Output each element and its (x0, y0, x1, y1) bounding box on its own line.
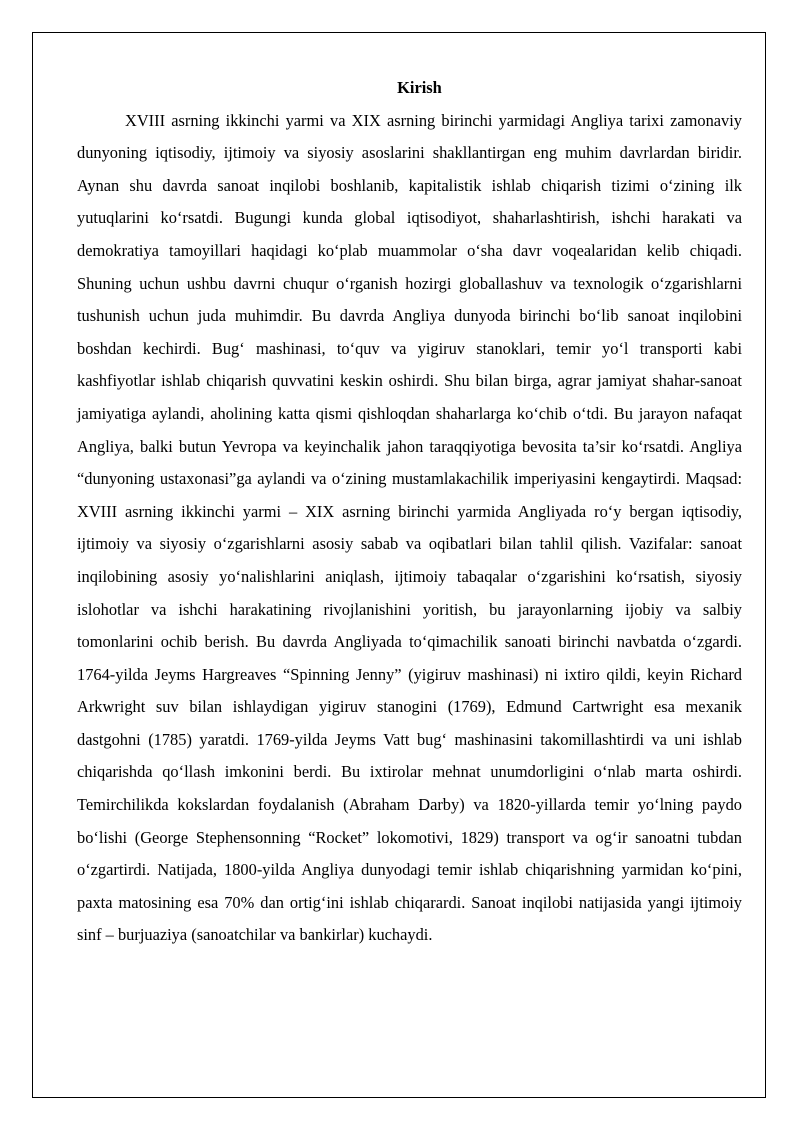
section-heading: Kirish (397, 78, 442, 97)
body-paragraph: XVIII asrning ikkinchi yarmi va XIX asrning birinchi yarmidagi Angliya tarixi zamonaviy dunyoning iqtisodiy, ijtimoiy va siyosiy asoslarini shakllantirgan eng muhim davrlardan biridir. Aynan shu davrda sanoat inqilobi boshlanib, kapitalistik ishlab chiqarish tizimi o‘zining ilk yutuqlarini ko‘rsatdi. Bugungi kunda global iqtisodiyot, shaharlashtirish, ishchi harakati va demokratiya tamoyillari haqidagi ko‘plab muammolar o‘sha davr voqealaridan kelib chiqadi. Shuning uchun ushbu davrni chuqur o‘rganish hozirgi globallashuv va texnologik o‘zgarishlarni tushunish uchun juda muhimdir. Bu davrda Angliya dunyoda birinchi bo‘lib sanoat inqilobini boshdan kechirdi. Bug‘ mashinasi, to‘quv va yigiruv stanoklari, temir yo‘l transporti kabi kashfiyotlar ishlab chiqarish quvvatini keskin oshirdi. Shu bilan birga, agrar jamiyat shahar-sanoat jamiyatiga aylandi, aholining katta qismi qishloqdan shaharlarga ko‘chib o‘tdi. Bu jarayon nafaqat Angliya, balki butun Yevropa va keyinchalik jahon taraqqiyotiga bevosita ta’sir ko‘rsatdi. Angliya “dunyoning ustaxonasi”ga aylandi va o‘zining mustamlakachilik imperiyasini kengaytirdi. Maqsad: XVIII asrning ikkinchi yarmi – XIX asrning birinchi yarmida Angliyada ro‘y bergan iqtisodiy, ijtimoiy va siyosiy o‘zgarishlarni asosiy sabab va oqibatlari bilan tahlil qilish. Vazifalar: sanoat inqilobining asosiy yo‘nalishlarini aniqlash, ijtimoiy tabaqalar o‘zgarishini ko‘rsatish, siyosiy islohotlar va ishchi harakatining rivojlanishini yoritish, bu jarayonlarning ijobiy va salbiy tomonlarini ochib berish. Bu davrda Angliyada to‘qimachilik sanoati birinchi navbatda o‘zgardi. 1764-yilda Jeyms Hargreaves “Spinning Jenny” (yigiruv mashinasi) ni ixtiro qildi, keyin Richard Arkwright suv bilan ishlaydigan yigiruv stanogini (1769), Edmund Cartwright esa mexanik dastgohni (1785) yaratdi. 1769-yilda Jeyms Vatt bug‘ mashinasini takomillashtirdi va uni ishlab chiqarishda qo‘llash imkonini berdi. Bu ixtirolar mehnat unumdorligini o‘nlab marta oshirdi. Temirchilikda kokslardan foydalanish (Abraham Darby) va 1820-yillarda temir yo‘lning paydo bo‘lishi (George Stephensonning “Rocket” lokomotivi, 1829) transport va og‘ir sanoatni tubdan o‘zgartirdi. Natijada, 1800-yilda Angliya dunyodagi temir ishlab chiqarishning yarmidan ko‘pini, paxta matosining esa 70% dan ortig‘ini ishlab chiqarardi. Sanoat inqilobi natijasida yangi ijtimoiy sinf – burjuaziya (sanoatchilar va bankirlar) kuchaydi. (77, 110, 742, 945)
document-body (77, 72, 742, 952)
